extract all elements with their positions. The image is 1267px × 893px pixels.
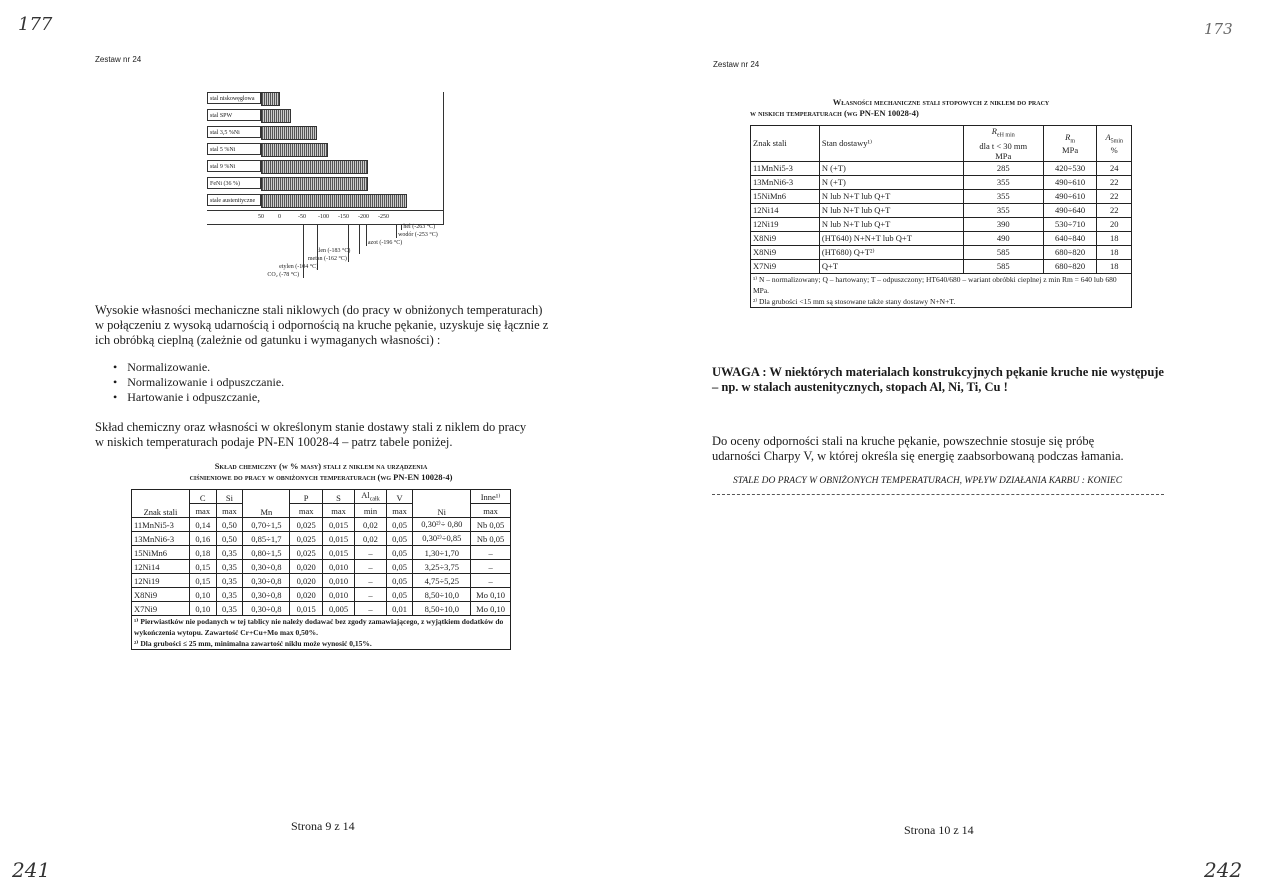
table-cell: 0,025 bbox=[290, 518, 322, 532]
table-cell: 0,30÷0,8 bbox=[243, 602, 290, 616]
table-cell: 0,30÷0,8 bbox=[243, 560, 290, 574]
list-item: • Hartowanie i odpuszczanie, bbox=[113, 390, 284, 405]
table-cell: X8Ni9 bbox=[751, 245, 820, 259]
table-cell: 12Ni19 bbox=[132, 574, 190, 588]
table-cell: 0,010 bbox=[322, 588, 354, 602]
left-paragraph-2: Skład chemiczny oraz własności w określonym stanie dostawy stali z niklem do pracy w niskich temperaturach podaje PN-EN 10028-4 – patrz tabele poniżej. bbox=[95, 420, 527, 449]
table-cell: 0,10 bbox=[189, 602, 216, 616]
table-cell: 8,50÷10,0 bbox=[413, 588, 471, 602]
chart-tick-label: -50 bbox=[298, 214, 306, 220]
table-cell: 12Ni14 bbox=[751, 203, 820, 217]
chart-bar-label: stal 3,5 %Ni bbox=[207, 126, 261, 138]
table-cell: 390 bbox=[963, 217, 1043, 231]
table-cell: 18 bbox=[1097, 231, 1132, 245]
table-header-cell: Si bbox=[216, 490, 243, 504]
re-unit: MPa bbox=[995, 150, 1012, 161]
table-cell: Nb 0,05 bbox=[471, 532, 511, 546]
table-cell: 15NiMn6 bbox=[132, 546, 190, 560]
chart-annotation-label: wodór (-253 °C) bbox=[398, 232, 438, 238]
chart-annotation-label: azot (-196 °C) bbox=[367, 240, 403, 246]
table-cell: N lub N+T lub Q+T bbox=[819, 217, 963, 231]
table-note-cell bbox=[751, 273, 1132, 307]
re-subscript: eH min bbox=[996, 132, 1015, 139]
chart-tick-label: 0 bbox=[278, 214, 281, 220]
table-cell: 0,05 bbox=[386, 518, 413, 532]
table-header-cell: max bbox=[322, 504, 354, 518]
handwritten-number-bottom-right: 242 bbox=[1204, 858, 1243, 882]
table-cell: 4,75÷5,25 bbox=[413, 574, 471, 588]
table-row bbox=[751, 245, 1132, 259]
table-header-cell: Ni bbox=[413, 490, 471, 518]
chart-bar-label: stal SPW bbox=[207, 109, 261, 121]
table-row bbox=[132, 518, 511, 532]
table-row bbox=[751, 259, 1132, 273]
table-cell: 0,35 bbox=[216, 574, 243, 588]
table-cell: 22 bbox=[1097, 203, 1132, 217]
table-header-cell: max bbox=[290, 504, 322, 518]
table-cell: 0,85÷1,7 bbox=[243, 532, 290, 546]
mechanical-properties-table bbox=[750, 125, 1132, 308]
table-cell: 0,18 bbox=[189, 546, 216, 560]
table-cell: 0,02 bbox=[355, 532, 387, 546]
table-cell: 18 bbox=[1097, 259, 1132, 273]
table-cell: 0,015 bbox=[290, 602, 322, 616]
table-cell: 0,010 bbox=[322, 574, 354, 588]
warning-note: UWAGA : W niektórych materialach konstrukcyjnych pękanie kruche nie występuje – np. w stalach austenitycznych, stopach Al, Ni, Ti, Cu ! bbox=[712, 365, 1164, 394]
table-cell: 490÷610 bbox=[1043, 189, 1097, 203]
table-note-cell bbox=[132, 616, 511, 650]
end-note: STALE DO PRACY W OBNIŻONYCH TEMPERATURACH, WPŁYW DZIAŁANIA KARBU : KONIEC bbox=[733, 476, 1123, 486]
chart-bar bbox=[261, 92, 280, 106]
table-cell: 355 bbox=[963, 189, 1043, 203]
mech-table-title-line1: Własności mechaniczne stali stopowych z niklem do pracy bbox=[832, 97, 1050, 107]
table-cell: (HT680) Q+T²⁾ bbox=[819, 245, 963, 259]
table-cell: 285 bbox=[963, 161, 1043, 175]
table-cell: – bbox=[471, 574, 511, 588]
table-cell: 24 bbox=[1097, 161, 1132, 175]
table-cell: 0,30²⁾÷0,85 bbox=[413, 532, 471, 546]
end-divider bbox=[712, 494, 1164, 495]
table-cell: 12Ni19 bbox=[751, 217, 820, 231]
a5-subscript: 5min bbox=[1110, 138, 1123, 145]
table-header-cell: min bbox=[355, 504, 387, 518]
chart-bar-label: stale austenityczne bbox=[207, 194, 261, 206]
rm-unit: MPa bbox=[1062, 144, 1079, 155]
chart-tick-label: 50 bbox=[258, 214, 264, 220]
chart-annotation-label: metan (-162 °C) bbox=[307, 256, 347, 262]
re-symbol: R bbox=[991, 126, 997, 136]
table-header-cell: P bbox=[290, 490, 322, 504]
table-cell: 0,70÷1,5 bbox=[243, 518, 290, 532]
table-header-cell: $Al_{całk}$ bbox=[355, 490, 387, 504]
chem-table-title-line2: ciśnieniowe do pracy w obniżonych temperaturach (wg PN-EN 10028-4) bbox=[189, 472, 453, 482]
chart-tick-label: -200 bbox=[358, 214, 369, 220]
table-cell: 490÷640 bbox=[1043, 203, 1097, 217]
table-cell: X8Ni9 bbox=[751, 231, 820, 245]
table-cell: X7Ni9 bbox=[751, 259, 820, 273]
table-row bbox=[132, 560, 511, 574]
chart-annotation-label: tlen (-183 °C) bbox=[316, 248, 351, 254]
chart-bar bbox=[261, 194, 407, 208]
table-cell: – bbox=[471, 560, 511, 574]
table-row bbox=[751, 203, 1132, 217]
table-cell: 585 bbox=[963, 245, 1043, 259]
right-page-footer: Strona 10 z 14 bbox=[904, 823, 974, 837]
list-item: • Normalizowanie i odpuszczanie. bbox=[113, 375, 284, 390]
table-cell: 0,35 bbox=[216, 560, 243, 574]
table-header-cell bbox=[1097, 126, 1132, 162]
rm-symbol: R bbox=[1065, 132, 1071, 142]
table-row bbox=[751, 175, 1132, 189]
table-cell: – bbox=[355, 574, 387, 588]
chart-tick-label: -150 bbox=[338, 214, 349, 220]
table-row bbox=[132, 546, 511, 560]
table-cell: (HT640) N+N+T lub Q+T bbox=[819, 231, 963, 245]
chart-annotation-label: CO₂ (-78 °C) bbox=[267, 272, 300, 278]
table-cell: 0,05 bbox=[386, 574, 413, 588]
table-cell: – bbox=[355, 588, 387, 602]
chart-x-axis bbox=[207, 210, 443, 211]
mech-table-title bbox=[750, 97, 1132, 119]
table-cell: 0,10 bbox=[189, 588, 216, 602]
a5-symbol: A bbox=[1105, 132, 1111, 142]
handwritten-number-top-right: 173 bbox=[1204, 20, 1233, 38]
rm-subscript: m bbox=[1070, 138, 1075, 145]
table-cell: N lub N+T lub Q+T bbox=[819, 189, 963, 203]
table-header-cell: S bbox=[322, 490, 354, 504]
table-cell: 11MnNi5-3 bbox=[751, 161, 820, 175]
table-cell: 0,30²⁾÷ 0,80 bbox=[413, 518, 471, 532]
table-cell: 0,80÷1,5 bbox=[243, 546, 290, 560]
table-cell: 0,30÷0,8 bbox=[243, 588, 290, 602]
table-cell: 355 bbox=[963, 203, 1043, 217]
chart-annotation-line bbox=[348, 224, 349, 262]
table-cell: 1,30÷1,70 bbox=[413, 546, 471, 560]
chart-bar bbox=[261, 109, 291, 123]
chem-table-title bbox=[131, 461, 511, 483]
table-footnote-2: ²⁾ Dla grubości <15 mm są stosowane także stany dostawy N+N+T. bbox=[753, 296, 956, 306]
table-cell: Nb 0,05 bbox=[471, 518, 511, 532]
table-cell: 0,16 bbox=[189, 532, 216, 546]
table-header-cell: max bbox=[386, 504, 413, 518]
table-cell: 12Ni14 bbox=[132, 560, 190, 574]
table-cell: 0,05 bbox=[386, 546, 413, 560]
table-row bbox=[751, 231, 1132, 245]
table-cell: 13MnNi6-3 bbox=[132, 532, 190, 546]
table-header-cell: Znak stali bbox=[132, 490, 190, 518]
a5-unit: % bbox=[1110, 144, 1118, 155]
table-cell: N (+T) bbox=[819, 175, 963, 189]
table-cell: 490÷610 bbox=[1043, 175, 1097, 189]
table-header-cell: Inne¹⁾ bbox=[471, 490, 511, 504]
table-cell: 0,15 bbox=[189, 560, 216, 574]
table-cell: N (+T) bbox=[819, 161, 963, 175]
table-row bbox=[132, 602, 511, 616]
chart-bar bbox=[261, 177, 368, 191]
table-cell: Q+T bbox=[819, 259, 963, 273]
table-cell: X8Ni9 bbox=[132, 588, 190, 602]
chart-annotation-line bbox=[396, 224, 397, 238]
table-cell: 0,015 bbox=[322, 532, 354, 546]
table-cell: – bbox=[355, 560, 387, 574]
chart-bar bbox=[261, 143, 328, 157]
table-cell: – bbox=[471, 546, 511, 560]
table-cell: 0,35 bbox=[216, 546, 243, 560]
table-cell: 22 bbox=[1097, 175, 1132, 189]
table-cell: Mo 0,10 bbox=[471, 602, 511, 616]
table-row bbox=[132, 532, 511, 546]
list-item: • Normalizowanie. bbox=[113, 360, 284, 375]
table-cell: – bbox=[355, 546, 387, 560]
table-note-row bbox=[132, 616, 511, 650]
table-header-row bbox=[751, 126, 1132, 162]
left-paragraph-1: Wysokie własności mechaniczne stali niklowych (do pracy w obniżonych temperaturach) w połączeniu z wysoką udarnością i odpornością na kruche pękanie, uzyskuje się łącznie z ich obróbką cieplną (zależnie od gatunku i wymaganych własności) : bbox=[95, 303, 549, 347]
table-header-cell: max bbox=[471, 504, 511, 518]
table-cell: 0,02 bbox=[355, 518, 387, 532]
mech-table-title-line2: w niskich temperaturach (wg PN-EN 10028-4) bbox=[750, 108, 919, 118]
table-footnote-1: ¹⁾ N – normalizowany; Q – hartowany; T – odpuszczony; HT640/680 – wariant obróbki cieplnej z min Rm = 640 lub 680 MPa. bbox=[753, 274, 1117, 295]
table-cell: 0,05 bbox=[386, 560, 413, 574]
table-cell: 0,50 bbox=[216, 532, 243, 546]
table-cell: 0,005 bbox=[322, 602, 354, 616]
table-cell: – bbox=[355, 602, 387, 616]
table-cell: 0,14 bbox=[189, 518, 216, 532]
table-cell: 20 bbox=[1097, 217, 1132, 231]
table-cell: 680÷820 bbox=[1043, 245, 1097, 259]
chart-bar bbox=[261, 126, 317, 140]
table-cell: 530÷710 bbox=[1043, 217, 1097, 231]
table-cell: 3,25÷3,75 bbox=[413, 560, 471, 574]
table-cell: 490 bbox=[963, 231, 1043, 245]
right-paragraph: Do oceny odporności stali na kruche pękanie, powszechnie stosuje się próbę udarności Charpy V, w której określa się energię zaabsorbowaną podczas łamania. bbox=[712, 434, 1124, 463]
table-cell: 0,01 bbox=[386, 602, 413, 616]
left-page-footer: Strona 9 z 14 bbox=[291, 819, 355, 833]
chart-annotation-line bbox=[401, 224, 402, 230]
table-cell: 11MnNi5-3 bbox=[132, 518, 190, 532]
chart-tick-label: -100 bbox=[318, 214, 329, 220]
table-cell: 0,010 bbox=[322, 560, 354, 574]
table-cell: 13MnNi6-3 bbox=[751, 175, 820, 189]
table-cell: Mo 0,10 bbox=[471, 588, 511, 602]
table-cell: 18 bbox=[1097, 245, 1132, 259]
table-cell: X7Ni9 bbox=[132, 602, 190, 616]
chart-bar-label: stal 5 %Ni bbox=[207, 143, 261, 155]
table-header-cell: max bbox=[189, 504, 216, 518]
chem-table-title-line1: Skład chemiczny (w % masy) stali z niklem na urządzenia bbox=[214, 461, 428, 471]
table-header-cell bbox=[963, 126, 1043, 162]
table-cell: 15NiMn6 bbox=[751, 189, 820, 203]
table-cell: 0,020 bbox=[290, 574, 322, 588]
table-cell: 0,015 bbox=[322, 546, 354, 560]
table-cell: 0,35 bbox=[216, 602, 243, 616]
table-cell: 680÷820 bbox=[1043, 259, 1097, 273]
handwritten-number-bottom-left: 241 bbox=[12, 858, 51, 882]
table-cell: 640÷840 bbox=[1043, 231, 1097, 245]
table-footnote-1: ¹⁾ Pierwiastków nie podanych w tej tablicy nie należy dodawać bez zgody zamawiającego, z wyjątkiem dodatków do wykończenia wytopu. Zawartość Cr+Cu+Mo max 0,50%. bbox=[134, 617, 504, 637]
table-cell: 0,05 bbox=[386, 532, 413, 546]
table-header-cell: C bbox=[189, 490, 216, 504]
table-cell: 0,30÷0,8 bbox=[243, 574, 290, 588]
right-page-header: Zestaw nr 24 bbox=[713, 60, 760, 69]
table-cell: 355 bbox=[963, 175, 1043, 189]
table-cell: 0,025 bbox=[290, 546, 322, 560]
table-footnote-2: ²⁾ Dla grubości ≤ 25 mm, minimalna zawartość niklu może wynosić 0,15%. bbox=[134, 639, 372, 648]
table-cell: 0,015 bbox=[322, 518, 354, 532]
table-cell: 0,025 bbox=[290, 532, 322, 546]
table-row bbox=[132, 574, 511, 588]
table-cell: 0,35 bbox=[216, 588, 243, 602]
table-note-row bbox=[751, 273, 1132, 307]
table-cell: 8,50÷10,0 bbox=[413, 602, 471, 616]
table-header-row bbox=[132, 490, 511, 504]
table-header-cell: Mn bbox=[243, 490, 290, 518]
chart-bar bbox=[261, 160, 368, 174]
al-subscript: całk bbox=[369, 497, 380, 503]
table-cell: 0,50 bbox=[216, 518, 243, 532]
table-cell: N lub N+T lub Q+T bbox=[819, 203, 963, 217]
table-cell: 0,020 bbox=[290, 588, 322, 602]
table-cell: 22 bbox=[1097, 189, 1132, 203]
table-cell: 0,020 bbox=[290, 560, 322, 574]
handwritten-number-top-left: 177 bbox=[18, 14, 53, 35]
re-condition: dla t < 30 mm bbox=[979, 140, 1028, 151]
chart-annotation-label: etylen (-104 °C) bbox=[279, 264, 319, 270]
table-cell: 0,05 bbox=[386, 588, 413, 602]
chart-bar-label: FeNi (36 %) bbox=[207, 177, 261, 189]
table-header-cell: max bbox=[216, 504, 243, 518]
table-header-cell: Stan dostawy¹⁾ bbox=[819, 126, 963, 162]
table-header-cell bbox=[1043, 126, 1097, 162]
chart-annotation-line bbox=[359, 224, 360, 254]
chemical-composition-table bbox=[131, 489, 511, 650]
heat-treatment-list bbox=[113, 360, 284, 405]
chart-annotation-line bbox=[303, 224, 304, 278]
chart-annotation-line bbox=[366, 224, 367, 246]
table-header-cell: V bbox=[386, 490, 413, 504]
chart-bar-label: stal niskowęglowa bbox=[207, 92, 261, 104]
chart-tick-label: -250 bbox=[378, 214, 389, 220]
chart-annotation-label: hel (-263 °C) bbox=[403, 224, 436, 230]
temperature-bar-chart bbox=[207, 92, 443, 288]
table-row bbox=[751, 217, 1132, 231]
table-row bbox=[132, 588, 511, 602]
chart-bar-label: stal 9 %Ni bbox=[207, 160, 261, 172]
table-row bbox=[751, 161, 1132, 175]
table-header-cell: Znak stali bbox=[751, 126, 820, 162]
table-row bbox=[751, 189, 1132, 203]
table-cell: 585 bbox=[963, 259, 1043, 273]
left-page-header: Zestaw nr 24 bbox=[95, 55, 142, 64]
table-cell: 420÷530 bbox=[1043, 161, 1097, 175]
table-cell: 0,15 bbox=[189, 574, 216, 588]
